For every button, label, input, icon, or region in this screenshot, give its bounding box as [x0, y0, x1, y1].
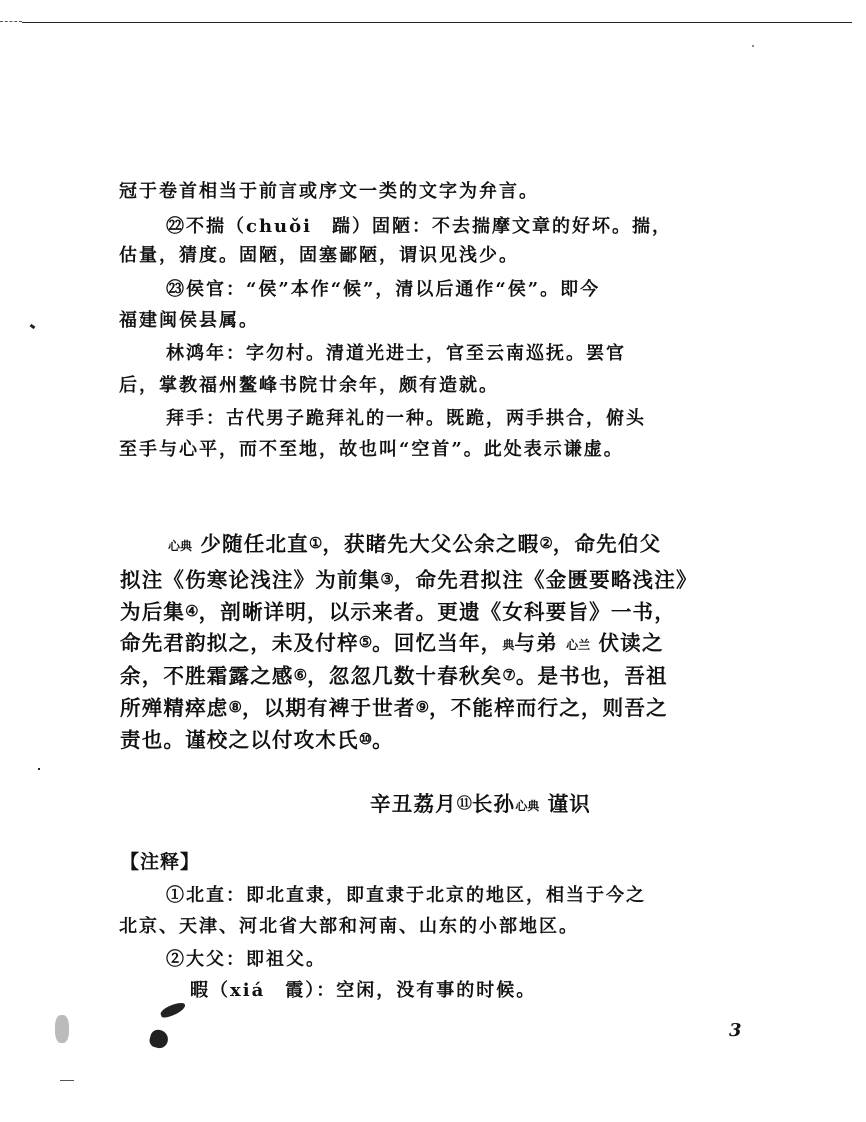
- annotations-heading: 【注释】: [120, 851, 201, 873]
- scan-smudge: [55, 1015, 69, 1043]
- note-line-1: 冠于卷首相当于前言或序文一类的文字为弁言。: [119, 181, 539, 202]
- annotation-1-line-1: ①北直：即北直隶，即直隶于北京的地区，相当于今之: [166, 885, 646, 906]
- note-line-5: 福建闽侯县属。: [119, 310, 259, 331]
- annotation-1-line-2: 北京、天津、河北省大部和河南、山东的小部地区。: [119, 916, 579, 937]
- author-name: 心典: [168, 539, 193, 553]
- note-line-7: 后，掌教福州鳌峰书院廿余年，颇有造就。: [119, 375, 499, 396]
- top-rule: [22, 22, 852, 23]
- note-line-3: 估量，猜度。固陋，固塞鄙陋，谓识见浅少。: [119, 245, 519, 266]
- scan-speck: [752, 45, 754, 47]
- scan-smudge: [148, 1028, 170, 1050]
- main-line-1: 心典 少随任北直①，获睹先大父公余之暇②，命先伯父: [168, 532, 662, 556]
- main-line-2: 拟注《伤寒论浅注》为前集③，命先君拟注《金匮要略浅注》: [120, 568, 698, 592]
- scan-speck: [30, 324, 36, 329]
- main-line-4: 命先君韵拟之，未及付梓⑤。回忆当年，典与弟 心兰 伏读之: [120, 631, 664, 655]
- main-line-6: 所殚精瘁虑⑧，以期有裨于世者⑨，不能梓而行之，则吾之: [120, 696, 668, 720]
- scan-speck: [38, 768, 40, 770]
- main-line-5: 余，不胜霜露之感⑥，忽忽几数十春秋矣⑦。是书也，吾祖: [120, 664, 668, 688]
- main-line-3: 为后集④，剖晰详明，以示来者。更遗《女科要旨》一书，: [120, 600, 676, 624]
- annotation-2: ②大父：即祖父。: [166, 949, 326, 970]
- signature-line: 辛丑荔月⑪长孙心典 谨识: [370, 792, 591, 816]
- note-line-6: 林鸿年：字勿村。清道光进士，官至云南巡抚。罢官: [166, 343, 626, 364]
- note-line-2: ㉒不揣（chuǒi 踹）固陋：不去揣摩文章的好坏。揣，: [166, 216, 672, 237]
- author-name: 典: [502, 638, 515, 652]
- scan-speck: [60, 1080, 74, 1081]
- signature-name: 心典: [515, 799, 540, 813]
- note-line-8: 拜手：古代男子跪拜礼的一种。既跪，两手拱合，俯头: [166, 408, 646, 429]
- page-number: 3: [729, 1020, 742, 1041]
- note-line-4: ㉓侯官：“侯”本作“候”，清以后通作“侯”。即今: [166, 279, 601, 300]
- top-rule-dash: [0, 21, 22, 22]
- annotation-3: 暇（xiá 霞）：空闲，没有事的时候。: [190, 980, 537, 1001]
- note-line-9: 至手与心平，而不至地，故也叫“空首”。此处表示谦虚。: [119, 439, 624, 460]
- brother-name: 心兰: [566, 638, 591, 652]
- main-line-7: 责也。谨校之以付攻木氏⑩。: [120, 728, 394, 752]
- scan-smudge: [159, 1001, 187, 1019]
